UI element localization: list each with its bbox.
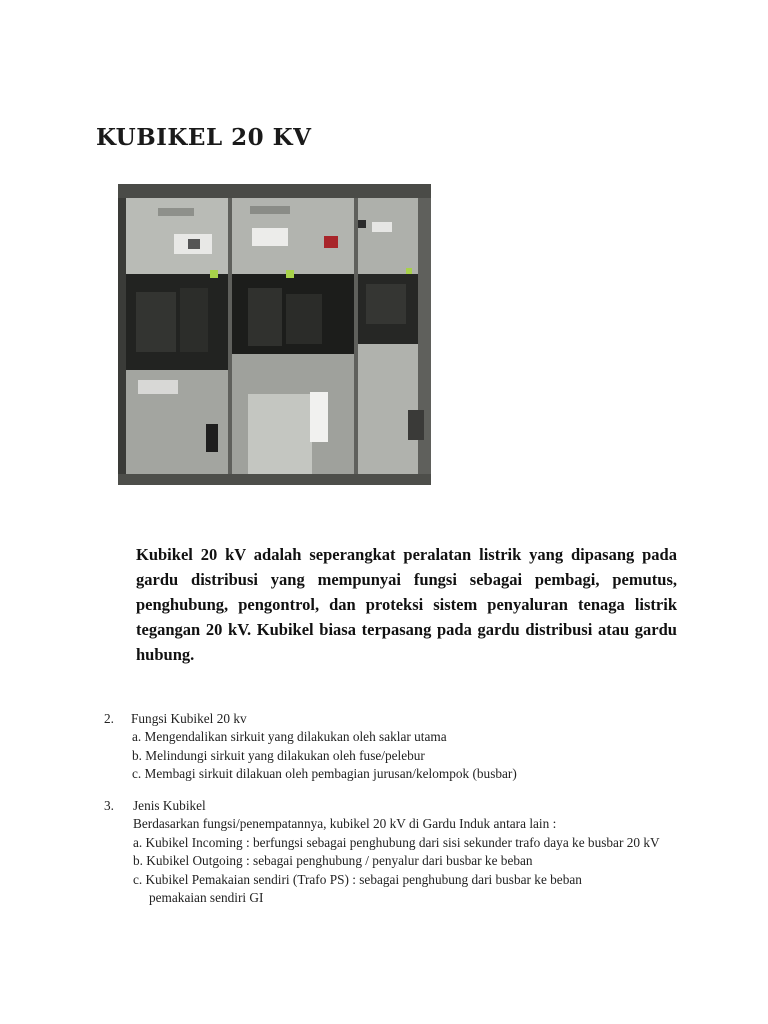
section-jenis bbox=[104, 797, 678, 907]
list-item: b. Kubikel Outgoing : sebagai penghubung / penyalur dari busbar ke beban bbox=[133, 853, 533, 869]
section-intro: Berdasarkan fungsi/penempatannya, kubikel 20 kV di Gardu Induk antara lain : bbox=[133, 816, 557, 832]
list-item: c. Kubikel Pemakaian sendiri (Trafo PS) : sebagai penghubung dari busbar ke beban bbox=[133, 871, 582, 887]
section-fungsi bbox=[104, 710, 678, 784]
intro-paragraph: Kubikel 20 kV adalah seperangkat peralatan listrik yang dipasang pada gardu distribusi yang mempunyai fungsi sebagai pembagi, pemutus, penghubung, pengontrol, dan proteksi sistem penyaluran tenaga listrik tegangan 20 kV. Kubikel biasa terpasang pada gardu distribusi atau gardu hubung. bbox=[136, 545, 677, 664]
page-title: KUBIKEL 20 KV bbox=[96, 124, 312, 151]
list-item: a. Mengendalikan sirkuit yang dilakukan oleh saklar utama bbox=[132, 729, 447, 745]
section-heading: Jenis Kubikel bbox=[133, 798, 206, 813]
section-number: 2. bbox=[104, 711, 114, 726]
list-item: b. Melindungi sirkuit yang dilakukan oleh fuse/pelebur bbox=[132, 747, 425, 763]
section-number: 3. bbox=[104, 798, 114, 813]
section-heading: Fungsi Kubikel 20 kv bbox=[131, 711, 247, 726]
switchgear-photo bbox=[118, 184, 431, 485]
list-item: a. Kubikel Incoming : berfungsi sebagai penghubung dari sisi sekunder trafo daya ke busbar 20 kV bbox=[133, 834, 660, 850]
list-item: c. Membagi sirkuit dilakuan oleh pembagian jurusan/kelompok (busbar) bbox=[132, 766, 517, 782]
list-item-continuation: pemakaian sendiri GI bbox=[149, 890, 264, 906]
